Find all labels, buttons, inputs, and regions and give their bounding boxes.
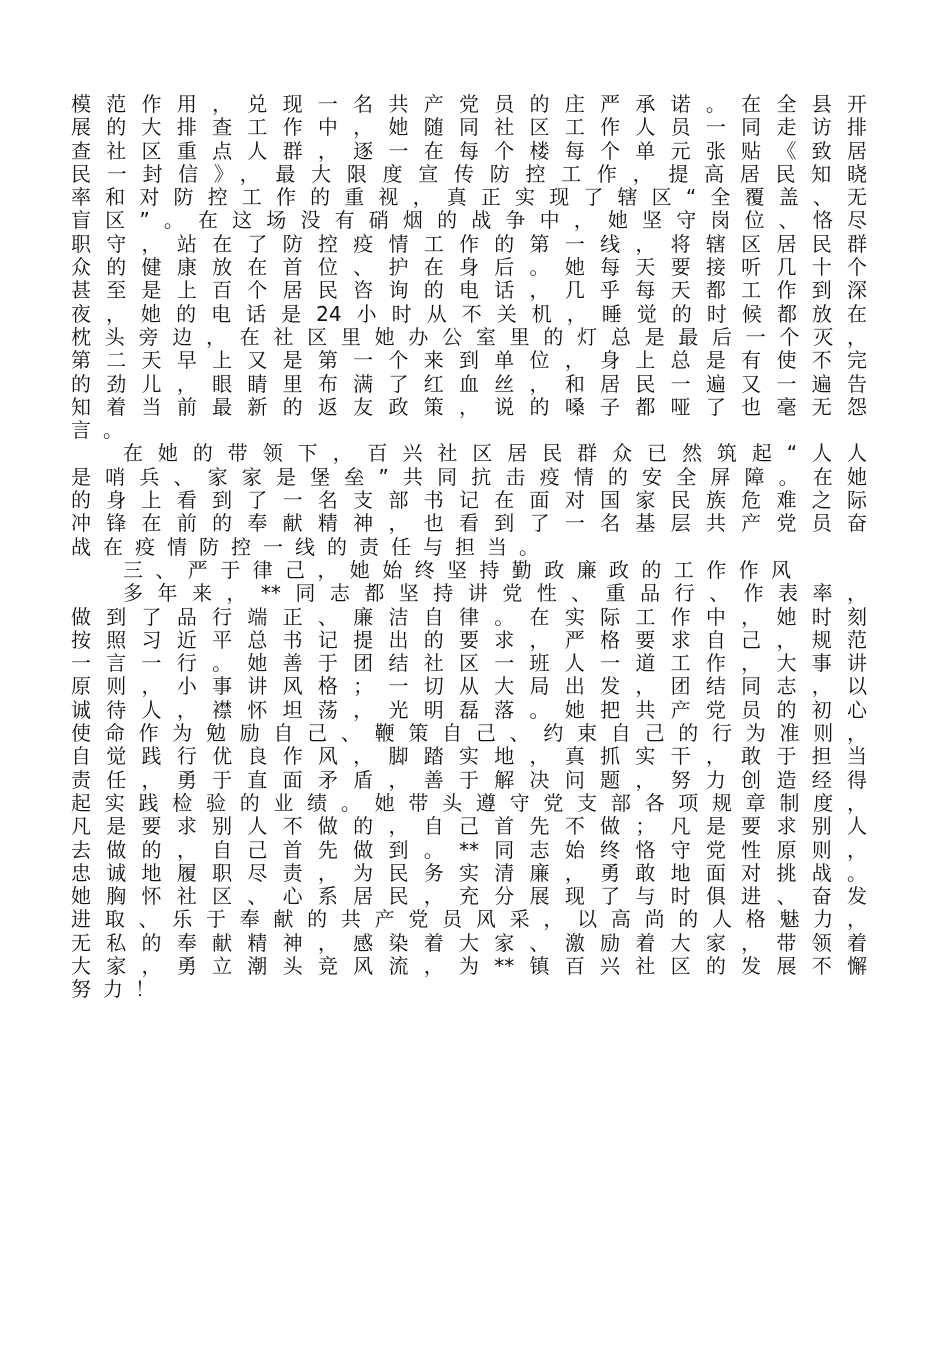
text-line: 枕头旁边，在社区里她办公室里的灯总是最后一个灭， <box>71 324 867 349</box>
text-line: 众的健康放在首位、护在身后。她每天要接听几十个 <box>71 255 867 280</box>
text-line: 夜，她的电话是24小时从不关机，睡觉的时候都放在 <box>71 301 867 326</box>
text-line: 职守，站在了防控疫情工作的第一线，将辖区居民群 <box>71 231 867 256</box>
text-line: 按照习近平总书记提出的要求，严格要求自己，规范 <box>71 627 867 652</box>
text-line: 责任，勇于直面矛盾，善于解决问题，努力创造经得 <box>71 767 867 792</box>
text-line: 模范作用，兑现一名共产党员的庄严承诺。在全县开 <box>71 92 867 116</box>
section-heading: 三、严于律己，她始终坚持勤政廉政的工作作风 <box>123 557 804 582</box>
text-line: 率和对防控工作的重视，真正实现了辖区“全覆盖、无 <box>71 185 867 210</box>
text-line: 诚待人，襟怀坦荡，光明磊落。她把共产党员的初心 <box>71 697 867 722</box>
text-line: 言。 <box>71 418 135 443</box>
text-line: 原则，小事讲风格；一切从大局出发，团结同志，以 <box>71 674 867 699</box>
text-line: 进取、乐于奉献的共产党员风采，以高尚的人格魅力， <box>71 907 867 932</box>
text-line: 自觉践行优良作风，脚踏实地，真抓实干，敢于担当 <box>71 744 867 769</box>
text-line: 做到了品行端正、廉洁自律。在实际工作中，她时刻 <box>71 604 867 629</box>
text-line: 是哨兵、家家是堡垒”共同抗击疫情的安全屏障。在她 <box>71 464 867 489</box>
paragraph-first-line: 在她的带领下，百兴社区居民群众已然筑起“人人 <box>123 441 867 466</box>
text-line: 她胸怀社区、心系居民，充分展现了与时俱进、奋发 <box>71 884 867 909</box>
text-line: 的身上看到了一名支部书记在面对国家民族危难之际 <box>71 488 867 513</box>
text-line: 展的大排查工作中，她随同社区工作人员一同走访排 <box>71 115 867 140</box>
paragraph-first-line: 多年来，**同志都坚持讲党性、重品行、作表率， <box>123 581 867 606</box>
text-line: 第二天早上又是第一个来到单位，身上总是有使不完 <box>71 348 867 373</box>
text-line: 的劲儿，眼睛里布满了红血丝，和居民一遍又一遍告 <box>71 371 867 396</box>
text-line: 冲锋在前的奉献精神，也看到了一名基层共产党员奋 <box>71 511 867 536</box>
text-line: 起实践检验的业绩。她带头遵守党支部各项规章制度， <box>71 790 867 815</box>
text-line: 凡是要求别人不做的，自己首先不做；凡是要求别人 <box>71 814 867 839</box>
text-line: 努力！ <box>71 977 167 1002</box>
body-text <box>71 93 867 1002</box>
text-line: 大家，勇立潮头竞风流，为**镇百兴社区的发展不懈 <box>71 953 867 978</box>
text-line: 去做的，自己首先做到。**同志始终恪守党性原则， <box>71 837 867 862</box>
text-line: 忠诚地履职尽责，为民务实清廉，勇敢地面对挑战。 <box>71 860 867 885</box>
text-line: 战在疫情防控一线的责任与担当。 <box>71 534 551 559</box>
text-line: 使命作为勉励自己、鞭策自己、约束自己的行为准则， <box>71 721 867 746</box>
text-line: 盲区”。在这场没有硝烟的战争中，她坚守岗位、恪尽 <box>71 208 867 233</box>
text-line: 知着当前最新的返友政策，说的嗓子都哑了也毫无怨 <box>71 394 867 419</box>
text-line: 查社区重点人群，逐一在每个楼每个单元张贴《致居 <box>71 138 867 163</box>
text-line: 甚至是上百个居民咨询的电话，几乎每天都工作到深 <box>71 278 867 303</box>
text-line: 无私的奉献精神，感染着大家、激励着大家，带领着 <box>71 930 867 955</box>
text-line: 民一封信》，最大限度宣传防控工作，提高居民知晓 <box>71 161 867 186</box>
text-line: 一言一行。她善于团结社区一班人一道工作，大事讲 <box>71 651 867 676</box>
